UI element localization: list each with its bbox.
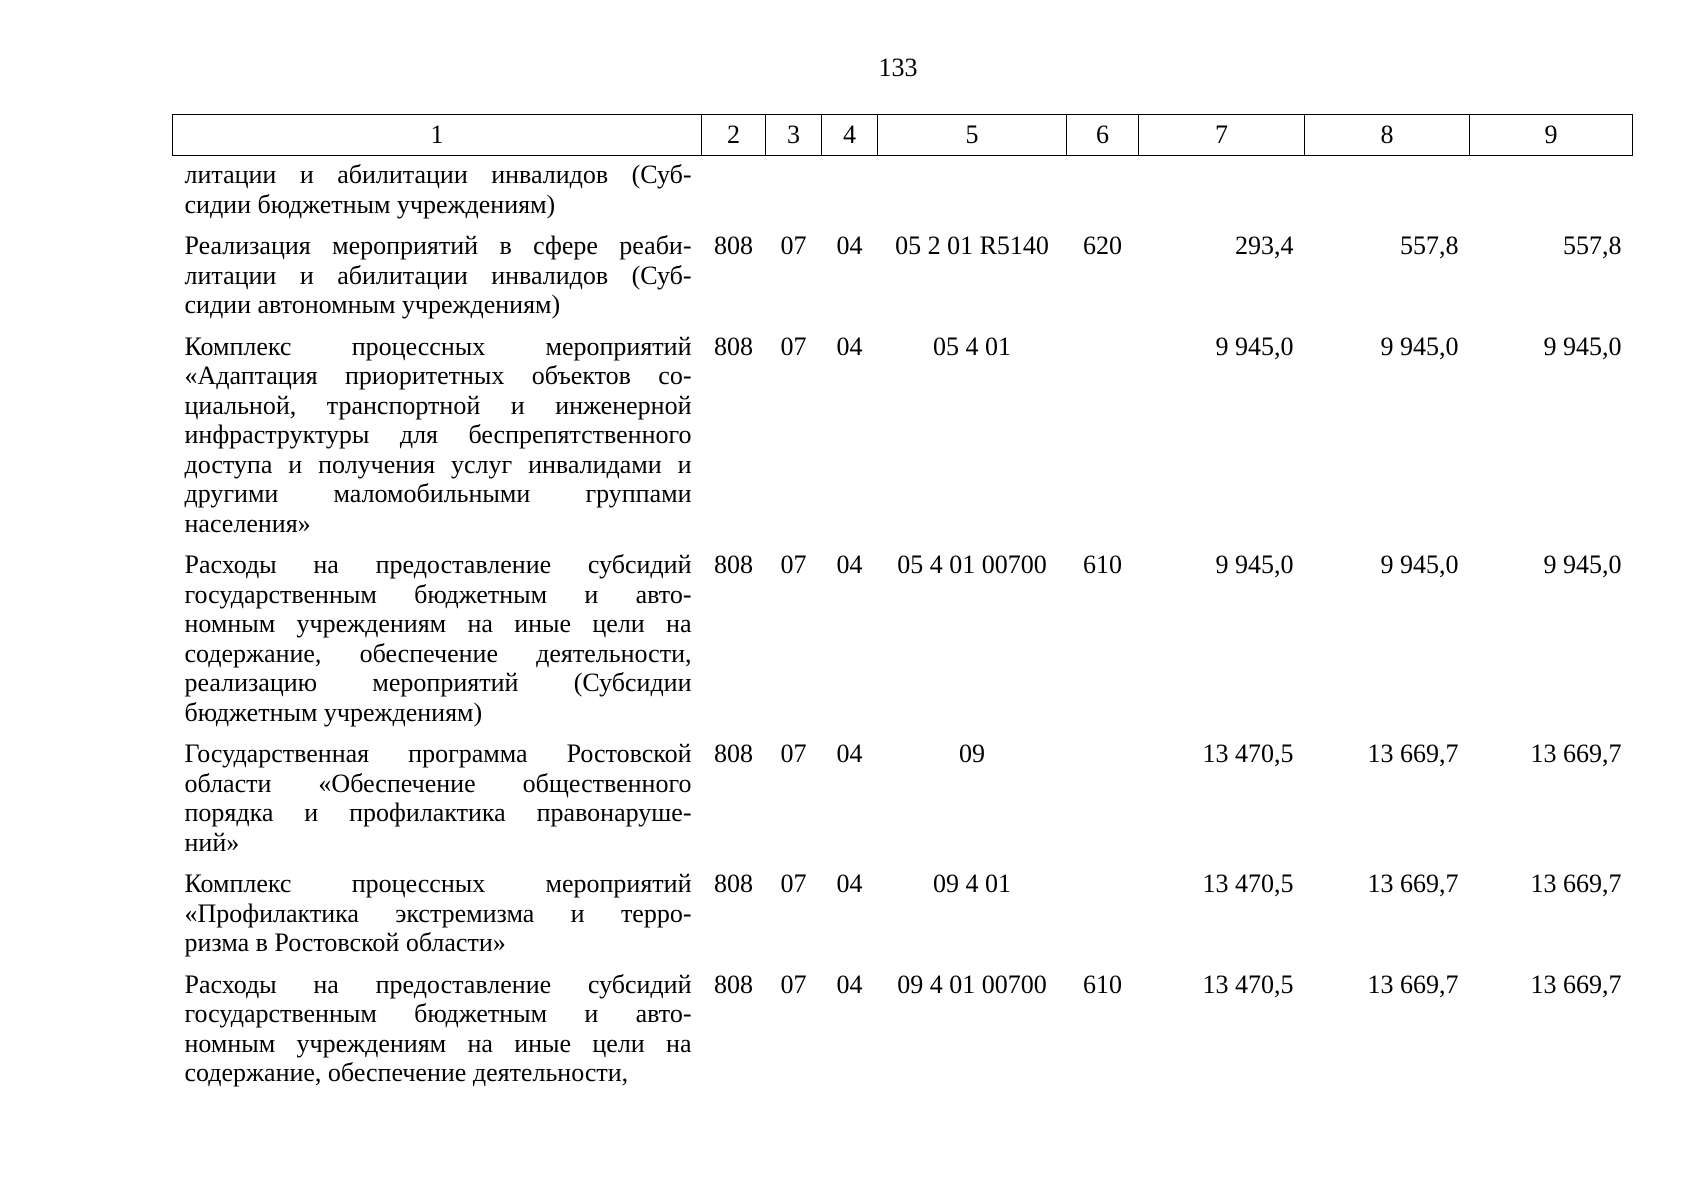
cell-amount-year-3: 13 669,7 — [1530, 969, 1622, 999]
table-row — [173, 958, 1633, 1088]
header-col-8: 8 — [1305, 115, 1470, 156]
cell-description — [173, 538, 702, 727]
page-number: 133 — [878, 53, 918, 82]
cell-razdel: 07 — [780, 331, 807, 361]
description-line: сидии автономным учреждениям) — [184, 290, 561, 319]
cell-amount-year-2: 557,8 — [1400, 231, 1459, 260]
cell-glavniy-rasporyaditel: 808 — [714, 231, 753, 260]
cell-amount-year-1: 293,4 — [1235, 231, 1294, 260]
cell-amount-year-2: 13 669,7 — [1367, 739, 1459, 768]
cell-celevaya-statya: 05 4 01 00700 — [897, 550, 1047, 579]
header-col-6: 6 — [1067, 115, 1139, 156]
cell-vid-rashodov: 610 — [1083, 969, 1122, 999]
cell-amount-year-3: 9 945,0 — [1543, 331, 1622, 361]
cell-vid-rashodov — [1067, 857, 1139, 958]
cell-amount-year-1: 13 470,5 — [1202, 969, 1294, 999]
table-row — [173, 538, 1633, 727]
description-line: «Профилактика экстремизма и терро- — [184, 898, 692, 928]
cell-description — [173, 958, 702, 1088]
cell-razdel: 07 — [780, 969, 807, 999]
cell-razdel — [766, 156, 822, 220]
cell-amount-year-3 — [1470, 156, 1633, 220]
description-line: Государственная программа Ростовской — [184, 739, 692, 768]
header-col-4: 4 — [822, 115, 878, 156]
description-line: области «Обеспечение общественного — [184, 768, 692, 798]
cell-description — [173, 156, 702, 220]
header-col-7: 7 — [1139, 115, 1305, 156]
description-line: государственным бюджетным и авто- — [184, 999, 692, 1028]
description-line: циальной, транспортной и инженерной — [184, 390, 692, 420]
cell-description — [173, 320, 702, 539]
cell-razdel: 07 — [780, 869, 807, 898]
cell-razdel: 07 — [780, 231, 807, 260]
description-line: номным учреждениям на иные цели на — [184, 1028, 692, 1058]
description-line: государственным бюджетным и авто- — [184, 579, 692, 609]
cell-amount-year-3: 13 669,7 — [1530, 739, 1622, 768]
header-col-5: 5 — [878, 115, 1067, 156]
description-line: литации и абилитации инвалидов (Суб- — [184, 260, 692, 290]
header-col-2: 2 — [702, 115, 766, 156]
cell-glavniy-rasporyaditel: 808 — [714, 739, 753, 768]
budget-table — [172, 114, 1633, 1088]
cell-podrazdel: 04 — [836, 969, 863, 999]
description-line: ний» — [184, 827, 240, 857]
cell-podrazdel — [822, 156, 878, 220]
cell-amount-year-1: 9 945,0 — [1215, 550, 1294, 579]
table-row — [173, 156, 1633, 220]
cell-description — [173, 857, 702, 958]
description-line: реализацию мероприятий (Субсидии — [184, 668, 692, 697]
cell-amount-year-1: 13 470,5 — [1202, 869, 1294, 898]
cell-celevaya-statya: 09 4 01 — [933, 869, 1011, 898]
description-line: содержание, обеспечение деятельности, — [184, 638, 692, 668]
description-line: Комплекс процессных мероприятий — [184, 869, 692, 898]
table-body — [173, 156, 1633, 1088]
cell-amount-year-2: 13 669,7 — [1367, 969, 1459, 999]
cell-amount-year-3: 557,8 — [1563, 231, 1622, 260]
table-row — [173, 219, 1633, 320]
description-line: номным учреждениям на иные цели на — [184, 609, 692, 638]
cell-amount-year-1 — [1139, 156, 1305, 220]
cell-vid-rashodov: 610 — [1083, 550, 1122, 579]
cell-amount-year-2: 9 945,0 — [1380, 331, 1459, 361]
cell-celevaya-statya: 09 — [959, 739, 985, 768]
cell-podrazdel: 04 — [836, 231, 863, 260]
cell-amount-year-1: 9 945,0 — [1215, 331, 1294, 361]
description-line: Реализация мероприятий в сфере реаби- — [184, 231, 692, 260]
cell-celevaya-statya: 09 4 01 00700 — [897, 969, 1047, 999]
cell-vid-rashodov — [1067, 156, 1139, 220]
table-row — [173, 857, 1633, 958]
cell-razdel: 07 — [780, 550, 807, 579]
cell-podrazdel: 04 — [836, 869, 863, 898]
header-col-3: 3 — [766, 115, 822, 156]
header-col-1: 1 — [173, 115, 702, 156]
description-line: литации и абилитации инвалидов (Суб- — [184, 160, 692, 189]
cell-vid-rashodov: 620 — [1083, 231, 1122, 260]
cell-amount-year-2: 9 945,0 — [1380, 550, 1459, 579]
cell-podrazdel: 04 — [836, 331, 863, 361]
cell-vid-rashodov — [1067, 727, 1139, 857]
header-row — [173, 115, 1633, 156]
description-line: Расходы на предоставление субсидий — [184, 969, 692, 999]
description-line: Расходы на предоставление субсидий — [184, 550, 692, 579]
cell-podrazdel: 04 — [836, 739, 863, 768]
description-line: населения» — [184, 508, 311, 538]
cell-vid-rashodov — [1067, 320, 1139, 539]
cell-amount-year-3: 13 669,7 — [1530, 869, 1622, 898]
cell-razdel: 07 — [780, 739, 807, 768]
cell-celevaya-statya — [878, 156, 1067, 220]
description-line: доступа и получения услуг инвалидами и — [184, 449, 692, 479]
description-line: инфраструктуры для беспрепятственного — [184, 420, 692, 449]
cell-amount-year-3: 9 945,0 — [1543, 550, 1622, 579]
cell-glavniy-rasporyaditel — [702, 156, 766, 220]
description-line: «Адаптация приоритетных объектов со- — [184, 361, 692, 390]
cell-amount-year-1: 13 470,5 — [1202, 739, 1294, 768]
cell-celevaya-statya: 05 4 01 — [933, 331, 1011, 361]
cell-glavniy-rasporyaditel: 808 — [714, 550, 753, 579]
description-line: порядка и профилактика правонаруше- — [184, 798, 692, 827]
description-line: содержание, обеспечение деятельности, — [184, 1058, 629, 1087]
table-row — [173, 320, 1633, 539]
cell-glavniy-rasporyaditel: 808 — [714, 331, 753, 361]
cell-celevaya-statya: 05 2 01 R5140 — [895, 231, 1049, 260]
cell-glavniy-rasporyaditel: 808 — [714, 869, 753, 898]
cell-podrazdel: 04 — [836, 550, 863, 579]
description-line: ризма в Ростовской области» — [184, 928, 506, 957]
cell-glavniy-rasporyaditel: 808 — [714, 969, 753, 999]
cell-description — [173, 219, 702, 320]
description-line: сидии бюджетным учреждениям) — [184, 189, 556, 219]
table-row — [173, 727, 1633, 857]
cell-amount-year-2 — [1305, 156, 1470, 220]
header-col-9: 9 — [1470, 115, 1633, 156]
cell-description — [173, 727, 702, 857]
description-line: бюджетным учреждениям) — [184, 697, 483, 727]
description-line: другими маломобильными группами — [184, 479, 692, 508]
cell-amount-year-2: 13 669,7 — [1367, 869, 1459, 898]
description-line: Комплекс процессных мероприятий — [184, 331, 692, 361]
